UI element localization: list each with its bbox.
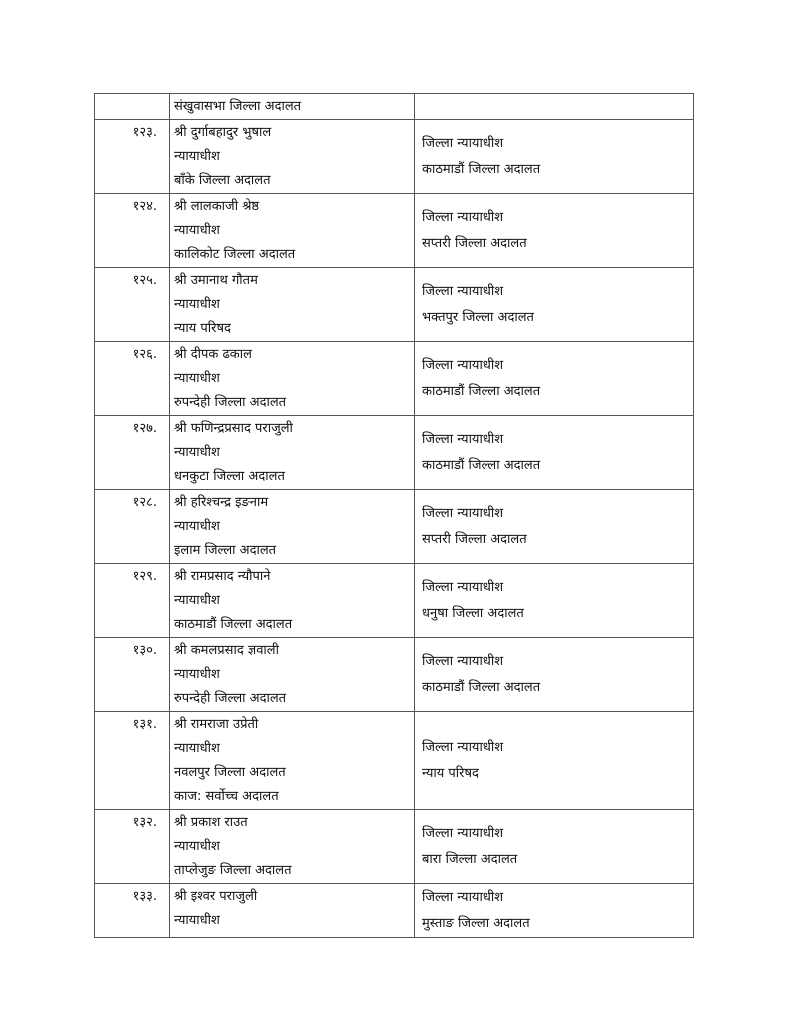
- serial-number: १३०.: [95, 638, 170, 712]
- new-designation: जिल्ला न्यायाधीश: [422, 654, 504, 669]
- new-court: काठमाडौं जिल्ला अदालत: [422, 680, 541, 695]
- transfer-table: [94, 93, 694, 938]
- table-row: [95, 564, 694, 638]
- table-body: [95, 94, 694, 938]
- serial-number: [95, 94, 170, 120]
- current-line: संखुवासभा जिल्ला अदालत: [174, 99, 302, 114]
- table-row: [95, 638, 694, 712]
- serial-number: १२९.: [95, 564, 170, 638]
- table-row: [95, 884, 694, 938]
- new-posting-cell: [415, 564, 694, 638]
- current-court: न्याय परिषद: [174, 321, 231, 336]
- judge-name: श्री रामप्रसाद न्यौपाने: [174, 569, 271, 584]
- current-position-cell: [170, 120, 415, 194]
- current-designation: न्यायाधीश: [174, 371, 220, 386]
- serial-number: १३२.: [95, 810, 170, 884]
- deputation-note: काज: सर्वोच्च अदालत: [174, 789, 279, 804]
- new-court: काठमाडौं जिल्ला अदालत: [422, 458, 541, 473]
- current-position-cell: [170, 194, 415, 268]
- current-court: इलाम जिल्ला अदालत: [174, 543, 277, 558]
- current-designation: न्यायाधीश: [174, 839, 220, 854]
- new-designation: जिल्ला न्यायाधीश: [422, 432, 504, 447]
- new-posting-cell: [415, 268, 694, 342]
- new-court: काठमाडौं जिल्ला अदालत: [422, 384, 541, 399]
- new-posting-cell: [415, 638, 694, 712]
- current-position-cell: [170, 94, 415, 120]
- new-designation: जिल्ला न्यायाधीश: [422, 284, 504, 299]
- judge-name: श्री हरिश्चन्द्र इङनाम: [174, 495, 269, 510]
- judge-name: श्री कमलप्रसाद ज्ञवाली: [174, 643, 279, 658]
- new-designation: जिल्ला न्यायाधीश: [422, 358, 504, 373]
- new-designation: जिल्ला न्यायाधीश: [422, 136, 504, 151]
- table-row: [95, 416, 694, 490]
- new-posting-cell: [415, 884, 694, 938]
- judge-name: श्री रामराजा उप्रेती: [174, 717, 259, 732]
- new-court: सप्तरी जिल्ला अदालत: [422, 236, 527, 251]
- new-posting-cell: [415, 194, 694, 268]
- current-designation: न्यायाधीश: [174, 593, 220, 608]
- new-designation: जिल्ला न्यायाधीश: [422, 740, 504, 755]
- new-court: काठमाडौं जिल्ला अदालत: [422, 162, 541, 177]
- judge-name: श्री फणिन्द्रप्रसाद पराजुली: [174, 421, 293, 436]
- new-court: न्याय परिषद: [422, 766, 479, 781]
- current-position-cell: [170, 342, 415, 416]
- table-row: [95, 194, 694, 268]
- judge-name: श्री लालकाजी श्रेष्ठ: [174, 199, 260, 214]
- current-court: काठमाडौं जिल्ला अदालत: [174, 617, 293, 632]
- new-posting-cell: [415, 490, 694, 564]
- new-posting-cell: [415, 120, 694, 194]
- table-row: [95, 712, 694, 810]
- table-row: [95, 120, 694, 194]
- current-position-cell: [170, 638, 415, 712]
- current-court: नवलपुर जिल्ला अदालत: [174, 765, 286, 780]
- current-position-cell: [170, 884, 415, 938]
- current-designation: न्यायाधीश: [174, 149, 220, 164]
- new-posting-cell: [415, 810, 694, 884]
- judge-name: श्री प्रकाश राउत: [174, 815, 248, 830]
- serial-number: १२५.: [95, 268, 170, 342]
- current-position-cell: [170, 490, 415, 564]
- serial-number: १३३.: [95, 884, 170, 938]
- serial-number: १२८.: [95, 490, 170, 564]
- current-court: कालिकोट जिल्ला अदालत: [174, 247, 296, 262]
- judge-name: श्री इश्वर पराजुली: [174, 889, 258, 904]
- current-court: बाँके जिल्ला अदालत: [174, 173, 271, 188]
- new-court: बारा जिल्ला अदालत: [422, 852, 518, 867]
- new-designation: जिल्ला न्यायाधीश: [422, 580, 504, 595]
- judge-name: श्री उमानाथ गौतम: [174, 273, 258, 288]
- table-row: [95, 490, 694, 564]
- current-position-cell: [170, 416, 415, 490]
- serial-number: १२६.: [95, 342, 170, 416]
- current-designation: न्यायाधीश: [174, 667, 220, 682]
- serial-number: १२४.: [95, 194, 170, 268]
- current-designation: न्यायाधीश: [174, 445, 220, 460]
- new-designation: जिल्ला न्यायाधीश: [422, 890, 504, 905]
- new-posting-cell: [415, 342, 694, 416]
- new-designation: जिल्ला न्यायाधीश: [422, 210, 504, 225]
- current-designation: न्यायाधीश: [174, 223, 220, 238]
- new-designation: जिल्ला न्यायाधीश: [422, 826, 504, 841]
- current-position-cell: [170, 712, 415, 810]
- new-posting-cell: [415, 712, 694, 810]
- judge-name: श्री दुर्गाबहादुर भुषाल: [174, 125, 272, 140]
- current-designation: न्यायाधीश: [174, 297, 220, 312]
- current-designation: न्यायाधीश: [174, 519, 220, 534]
- new-posting-cell: [415, 416, 694, 490]
- new-court: मुस्ताङ जिल्ला अदालत: [422, 916, 530, 931]
- table-row: [95, 342, 694, 416]
- serial-number: १२३.: [95, 120, 170, 194]
- table-row: [95, 94, 694, 120]
- new-court: सप्तरी जिल्ला अदालत: [422, 532, 527, 547]
- current-position-cell: [170, 268, 415, 342]
- new-posting-cell: [415, 94, 694, 120]
- new-designation: जिल्ला न्यायाधीश: [422, 506, 504, 521]
- current-designation: न्यायाधीश: [174, 741, 220, 756]
- judge-name: श्री दीपक ढकाल: [174, 347, 252, 362]
- serial-number: १२७.: [95, 416, 170, 490]
- serial-number: १३१.: [95, 712, 170, 810]
- new-court: भक्तपुर जिल्ला अदालत: [422, 310, 534, 325]
- current-court: रुपन्देही जिल्ला अदालत: [174, 395, 287, 410]
- current-designation: न्यायाधीश: [174, 913, 220, 928]
- current-court: धनकुटा जिल्ला अदालत: [174, 469, 285, 484]
- table-row: [95, 268, 694, 342]
- current-court: ताप्लेजुङ जिल्ला अदालत: [174, 863, 292, 878]
- new-court: धनुषा जिल्ला अदालत: [422, 606, 524, 621]
- current-position-cell: [170, 564, 415, 638]
- table-row: [95, 810, 694, 884]
- current-position-cell: [170, 810, 415, 884]
- current-court: रुपन्देही जिल्ला अदालत: [174, 691, 287, 706]
